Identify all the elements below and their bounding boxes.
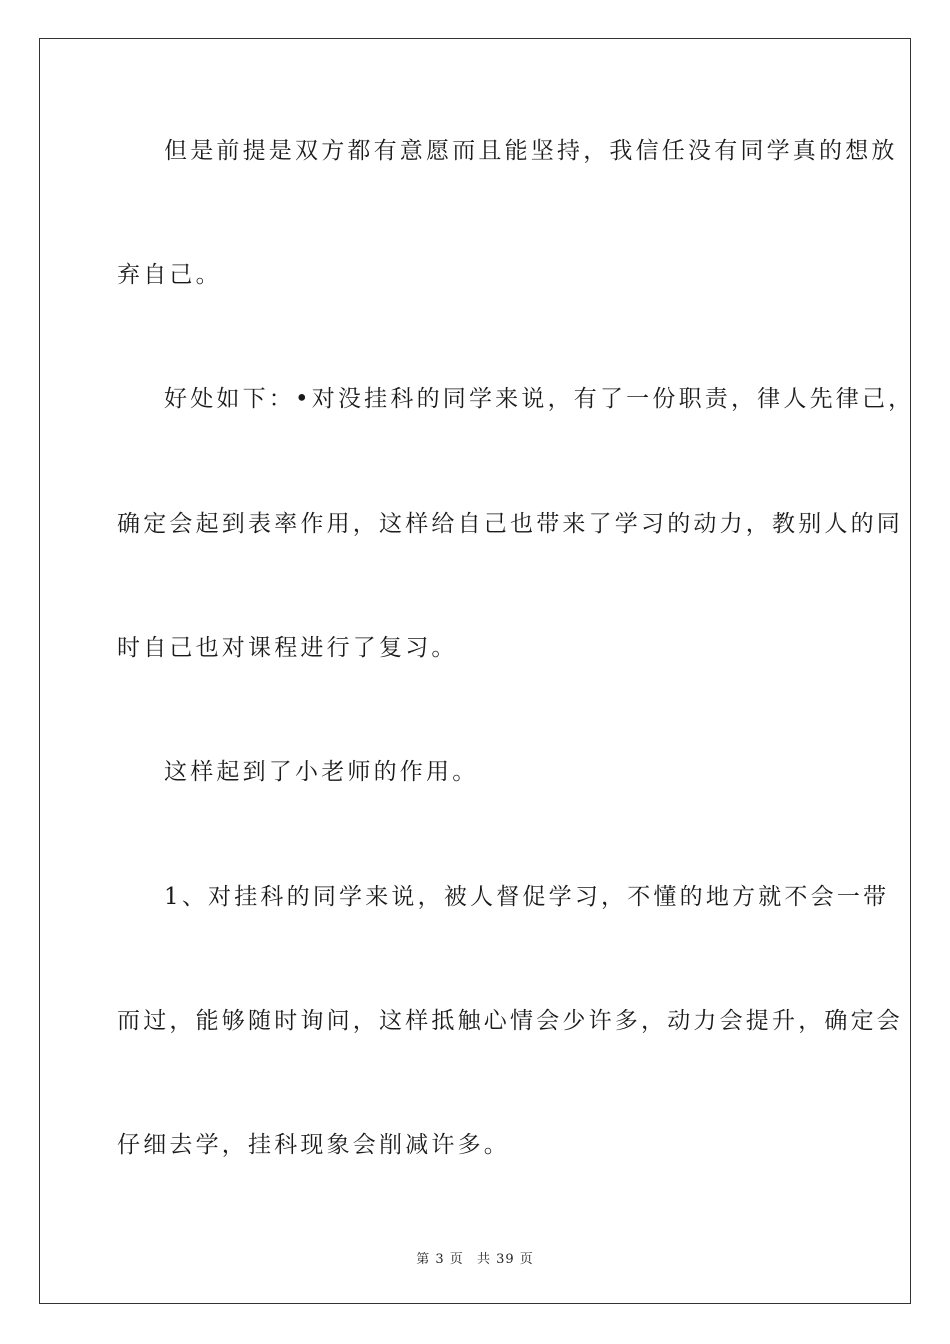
page-number: 第 3 页 bbox=[416, 1252, 464, 1267]
paragraph-line-9: 仔细去学，挂科现象会削减许多。 bbox=[117, 1132, 510, 1158]
paragraph-line-1: 但是前提是双方都有意愿而且能坚持，我信任没有同学真的想放 bbox=[164, 138, 898, 164]
paragraph-line-8: 而过，能够随时询问，这样抵触心情会少许多，动力会提升，确定会 bbox=[117, 1008, 903, 1034]
paragraph-line-5: 时自己也对课程进行了复习。 bbox=[117, 635, 458, 661]
page-footer bbox=[0, 1248, 950, 1267]
paragraph-line-2: 弃自己。 bbox=[117, 262, 222, 288]
paragraph-line-6: 这样起到了小老师的作用。 bbox=[164, 759, 479, 785]
paragraph-line-7: 1、对挂科的同学来说，被人督促学习，不懂的地方就不会一带 bbox=[164, 884, 890, 910]
page-border bbox=[39, 38, 915, 1304]
page-total: 共 39 页 bbox=[476, 1252, 534, 1267]
paragraph-line-4: 确定会起到表率作用，这样给自己也带来了学习的动力，教别人的同 bbox=[117, 511, 903, 537]
paragraph-line-3: 好处如下：•对没挂科的同学来说，有了一份职责，律人先律己， bbox=[164, 386, 915, 412]
